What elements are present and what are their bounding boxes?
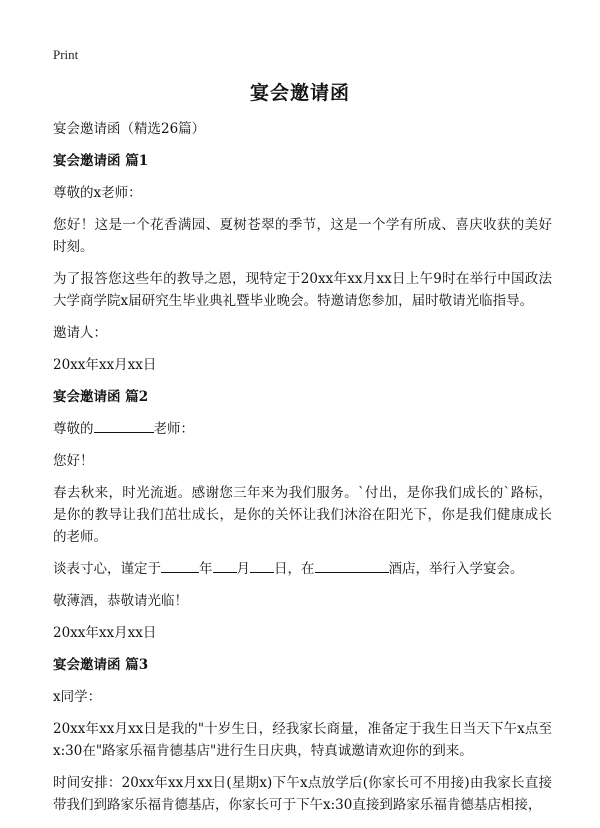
month-blank <box>213 558 237 573</box>
section-2-closing: 敬薄酒，恭敬请光临！ <box>53 593 188 609</box>
hotel-blank <box>315 558 389 573</box>
document-body <box>53 118 552 826</box>
section-1-salutation: 尊敬的x老师： <box>53 185 142 201</box>
section-2-salutation <box>53 418 552 440</box>
name-blank <box>94 418 154 433</box>
section-3-paragraph-1: 20xx年xx月xx日是我的"十岁生日，经我家长商量，准备定于我生日当天下午x点至x:30在"路家乐福肯德基店"进行生日庆典，特真诚邀请欢迎你的到来。 <box>53 721 552 759</box>
section-heading-3: 宴会邀请函 篇3 <box>53 657 149 673</box>
section-1-paragraph-2: 为了报答您这些年的教导之恩，现特定于20xx年xx月xx日上午9时在举行中国政法大学商学院x届研究生毕业典礼暨毕业晚会。特邀请您参加，届时敬请光临指导。 <box>53 271 552 309</box>
salutation-prefix: 尊敬的 <box>53 421 94 437</box>
invite-text-a: 谈表寸心，谨定于 <box>53 561 161 577</box>
section-2-date: 20xx年xx月xx日 <box>53 625 157 641</box>
salutation-suffix: 老师： <box>153 421 194 437</box>
section-1-paragraph-1: 您好！这是一个花香满园、夏树苍翠的季节，这是一个学有所成、喜庆收获的美好时刻。 <box>53 217 552 255</box>
invite-day: 日，在 <box>274 561 315 577</box>
year-blank <box>161 558 199 573</box>
print-link[interactable]: Print <box>53 47 79 62</box>
section-3-paragraph-2: 时间安排：20xx年xx月xx日(星期x)下午x点放学后(你家长可不用接)由我家长直接带我们到路家乐福肯德基店，你家长可于下午x:30直接到路家乐福肯德基店相接， <box>53 775 552 813</box>
section-heading-2: 宴会邀请函 篇2 <box>53 389 149 405</box>
section-1-inviter: 邀请人： <box>53 325 107 341</box>
invite-year: 年 <box>199 561 213 577</box>
document-subtitle: 宴会邀请函（精选26篇） <box>53 121 206 137</box>
section-2-paragraph: 春去秋来，时光流逝。感谢您三年来为我们服务。`付出，是你我们成长的`路标，是你的教导让我们茁壮成长，是你的关怀让我们沐浴在阳光下，你是我们健康成长的老师。 <box>53 485 552 545</box>
section-1-date: 20xx年xx月xx日 <box>53 357 157 373</box>
section-heading-1: 宴会邀请函 篇1 <box>53 153 149 169</box>
section-3-salutation: x同学： <box>53 689 102 705</box>
page-title: 宴会邀请函 <box>249 82 350 104</box>
invite-month: 月 <box>236 561 250 577</box>
invite-end: 酒店，举行入学宴会。 <box>388 561 524 577</box>
section-2-greeting: 您好！ <box>53 453 94 469</box>
day-blank <box>250 558 274 573</box>
section-2-invite-line <box>53 558 552 580</box>
